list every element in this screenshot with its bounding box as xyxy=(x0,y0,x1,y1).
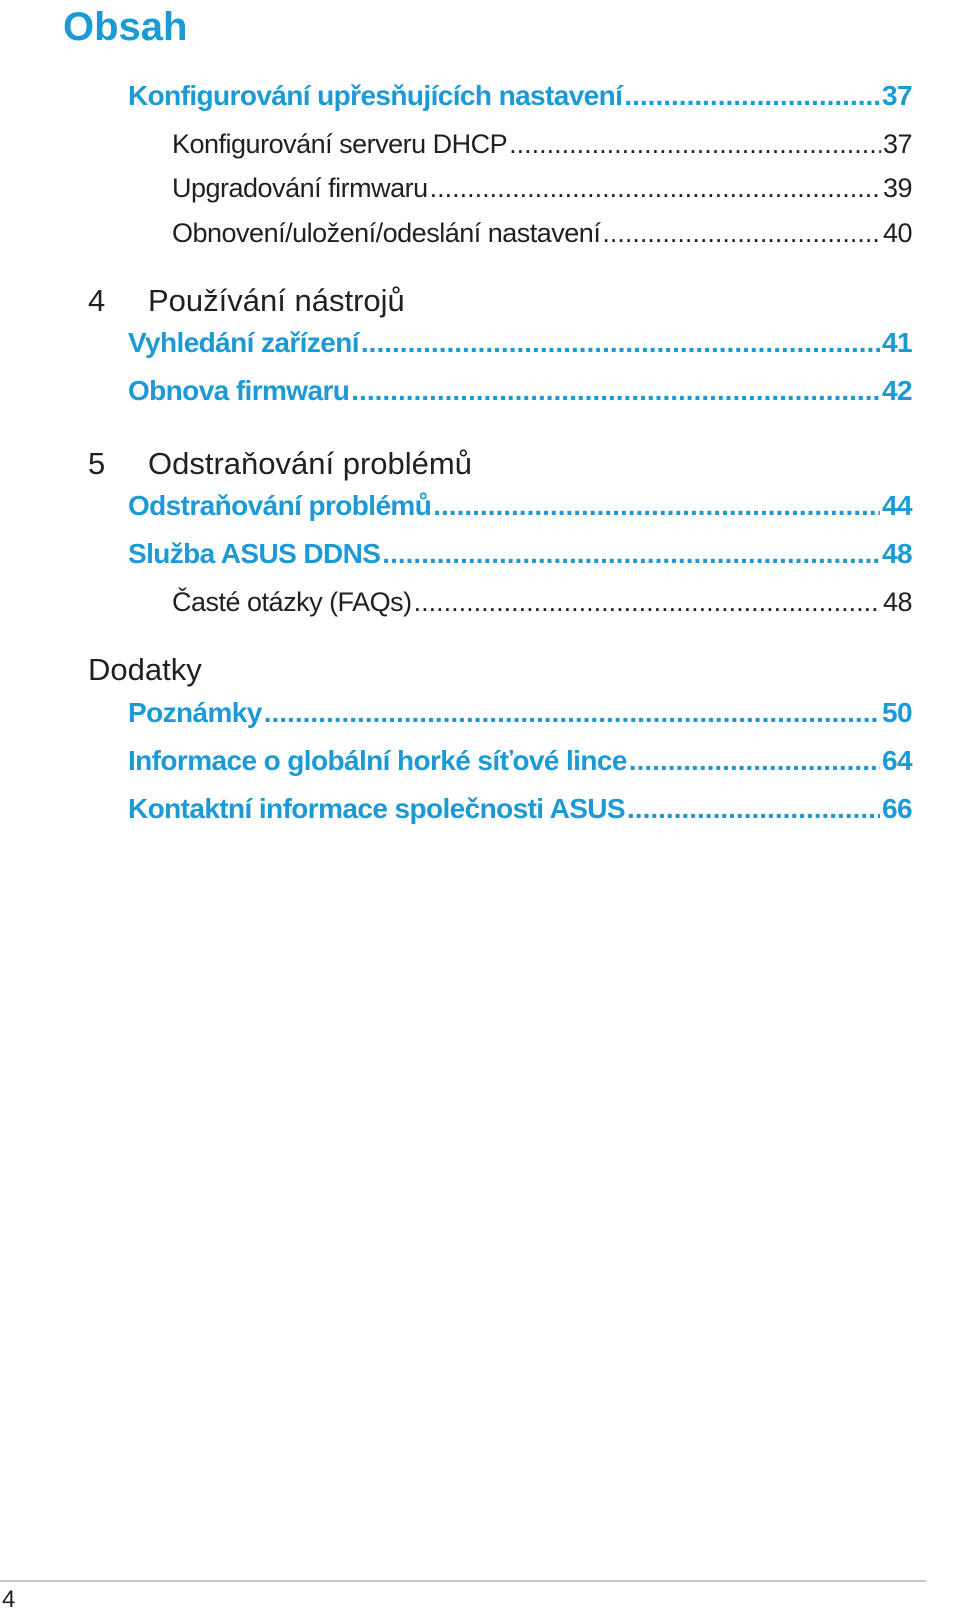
toc-entry-notices[interactable] xyxy=(128,695,912,731)
toc-leader-dots xyxy=(361,325,880,361)
page-title: Obsah xyxy=(63,5,188,49)
toc-entry-dhcp-server[interactable] xyxy=(172,126,912,162)
toc-entry-label: Upgradování firmwaru xyxy=(172,173,428,203)
toc-entry-troubleshooting[interactable] xyxy=(128,488,912,524)
toc-entry-restore-save-upload[interactable] xyxy=(172,215,912,251)
toc-entry-page: 48 xyxy=(882,538,912,569)
toc-entry-page: 37 xyxy=(882,129,912,159)
toc-entry-page: 48 xyxy=(882,587,912,617)
toc-leader-dots xyxy=(629,743,880,779)
chapter-title: Používání nástrojů xyxy=(148,283,405,318)
toc-entry-label: Poznámky xyxy=(128,697,262,728)
toc-entry-label: Obnovení/uložení/odeslání nastavení xyxy=(172,218,601,248)
appendix-heading[interactable]: Dodatky xyxy=(88,652,202,687)
footer-divider xyxy=(0,1580,926,1582)
chapter-title: Odstraňování problémů xyxy=(148,446,472,481)
toc-leader-dots xyxy=(509,126,881,162)
toc-entry-asus-contact[interactable] xyxy=(128,791,912,827)
toc-entry-label: Kontaktní informace společnosti ASUS xyxy=(128,793,626,824)
page-number: 4 xyxy=(2,1586,16,1613)
toc-entry-global-hotline[interactable] xyxy=(128,743,912,779)
toc-entry-firmware-restoration[interactable] xyxy=(128,373,912,409)
toc-entry-page: 50 xyxy=(882,697,912,728)
toc-leader-dots xyxy=(624,78,880,114)
toc-entry-label: Konfigurování serveru DHCP xyxy=(172,129,508,159)
toc-entry-advanced-settings[interactable] xyxy=(128,78,912,114)
chapter-number: 4 xyxy=(88,283,106,318)
toc-entry-label: Informace o globální horké síťové lince xyxy=(128,745,627,776)
toc-entry-device-discovery[interactable] xyxy=(128,325,912,361)
toc-entry-asus-ddns[interactable] xyxy=(128,536,912,572)
toc-entry-label: Časté otázky (FAQs) xyxy=(172,587,412,617)
toc-entry-page: 64 xyxy=(882,745,912,776)
toc-leader-dots xyxy=(627,791,880,827)
toc-entry-page: 37 xyxy=(882,80,912,111)
toc-leader-dots xyxy=(433,488,880,524)
toc-entry-firmware-upgrade[interactable] xyxy=(172,170,912,206)
toc-entry-label: Odstraňování problémů xyxy=(128,490,432,521)
toc-leader-dots xyxy=(264,695,880,731)
toc-entry-page: 42 xyxy=(882,375,912,406)
toc-entry-page: 41 xyxy=(882,327,912,358)
chapter-number: 5 xyxy=(88,446,106,481)
toc-leader-dots xyxy=(602,215,881,251)
toc-entry-label: Služba ASUS DDNS xyxy=(128,538,381,569)
toc-leader-dots xyxy=(430,170,881,206)
toc-entry-page: 40 xyxy=(882,218,912,248)
toc-entry-page: 39 xyxy=(882,173,912,203)
toc-entry-faqs[interactable] xyxy=(172,584,912,620)
toc-leader-dots xyxy=(351,373,880,409)
toc-leader-dots xyxy=(382,536,880,572)
chapter-heading-4[interactable] xyxy=(88,281,405,321)
toc-entry-label: Obnova firmwaru xyxy=(128,375,350,406)
toc-entry-label: Vyhledání zařízení xyxy=(128,327,359,358)
chapter-heading-5[interactable] xyxy=(88,444,472,484)
toc-entry-label: Konfigurování upřesňujících nastavení xyxy=(128,80,623,111)
toc-entry-page: 44 xyxy=(882,490,912,521)
toc-entry-page: 66 xyxy=(882,793,912,824)
toc-leader-dots xyxy=(414,584,881,620)
